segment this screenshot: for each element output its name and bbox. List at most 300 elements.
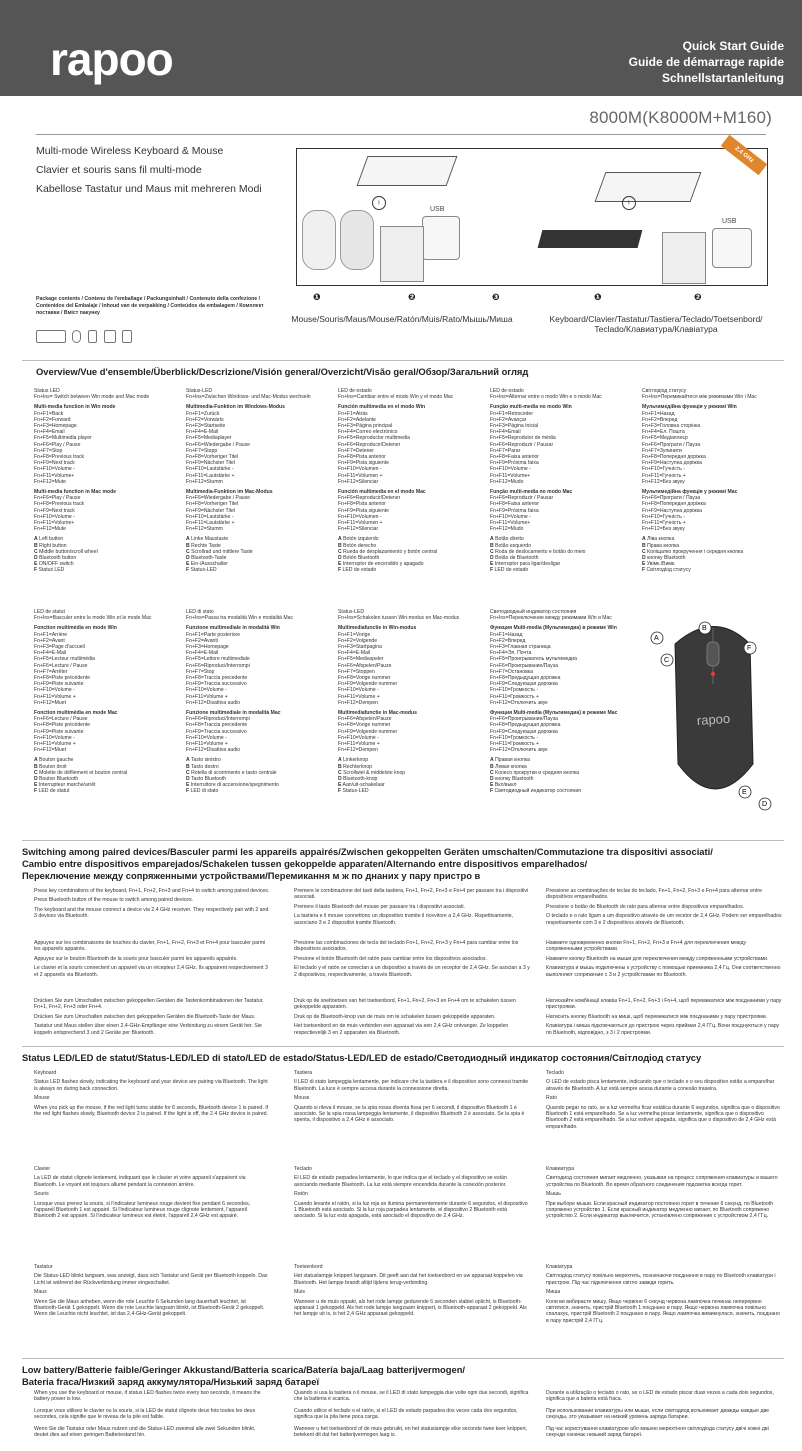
guide-title-fr: Guide de démarrage rapide [628, 55, 784, 69]
paragraph: El LED de estado parpadea lentamente, lo que indica que el teclado y el dispositivo se están asociando mediante Bluetooth. La luz está siempre encendida durante la conexión posterior. [294, 1175, 507, 1188]
overview-title: Overview/Vue d'ensemble/Überblick/Descrizione/Visión general/Overzicht/Visão geral/Обзор/Загальний огляд [36, 366, 529, 377]
paragraph: Het toetsenbord en de muis verbinden een apparaat via een 2,4 GHz ontvanger. Ze koppelen respectievelijk 3 en 2 apparaten via Bluetooth. [294, 1023, 509, 1036]
mac-mode-title: Fonction multimédia en mode Mac [34, 710, 118, 717]
win-function-line: Fn+F6=Riproduci/Interrompi [186, 662, 250, 669]
paragraph: When you use the keyboard or mouse, if status LED flashes twice every two seconds, it means the battery power is low. [34, 1390, 261, 1403]
paragraph: Souris [34, 1191, 49, 1198]
overview-column [490, 388, 636, 574]
legend-letter: A [186, 536, 190, 543]
manual-icon [122, 330, 132, 343]
paragraph: Drücken Sie zum Umschalten zwischen den gekoppelten Geräten die Bluetooth-Taste der Maus. [34, 1013, 256, 1020]
legend-text: Interruptor para ligar/desligar [494, 561, 561, 568]
legend-letter: A [338, 757, 342, 764]
win-function-line: Fn+F8=Faixa anterior [490, 454, 539, 461]
paragraph: Le clavier et la souris connectent un appareil via un récepteur 2,4 GHz. Ils appairent respectivement 3 et 2 appareils via Bluetooth. [34, 965, 268, 978]
column-heading: LED di stato [186, 609, 214, 615]
paragraph: Presione el botón Bluetooth del ratón para cambiar entre los dispositivos asociados. [294, 955, 487, 962]
paragraph: Het statuslampje knippert langzaam. Dit geeft aan dat het toetsenbord en uw apparaat koppelen via Bluetooth. Het lampje brandt altijd tijdens terug-verbinding. [294, 1273, 523, 1286]
mac-function-line: Fn+F6=Wiedergabe / Pause [186, 495, 250, 502]
mac-function-line: Fn+F9=Наступна доріжка [642, 507, 703, 514]
win-function-line: Fn+F1=Retroceder [490, 410, 534, 417]
mac-mode-title: Функция Multi-media (Мультимедиа) в режиме Mac [490, 710, 618, 717]
win-mode-title: Функция Multi-media (Мультимедиа) в режиме Win [490, 625, 617, 632]
mac-mode-title: Funzione multimediale in modalità Mac [186, 710, 281, 717]
mode-switch-line: Fn+Ins=Перемикайтеся між режимами Win і Mac [642, 394, 757, 401]
guide-titles [629, 38, 784, 86]
win-function-line: Fn+F7=Stopp [186, 447, 218, 454]
mac-function-line: Fn+F10=Volumen - [338, 513, 382, 520]
legend-text: Botão esquerdo [495, 542, 532, 549]
win-function-line: Fn+F11=Громкость + [490, 693, 539, 700]
status-led-title: Status LED/LED de statut/Status-LED/LED di stato/LED de estado/Status-LED/LED de estado/Светодиодный индикатор состояния/Світлодіод статусу [22, 1052, 702, 1063]
win-function-line: Fn+F4=E-Mail [34, 650, 67, 657]
win-function-line: Fn+F5=Lecteur multimédia [34, 656, 95, 663]
paragraph: Druk op de Bluetooth-knop van de muis om te schakelen tussen gekoppelde apparaten. [294, 1013, 496, 1020]
win-function-line: Fn+F11=Volume + [186, 693, 228, 700]
win-function-line: Fn+F7=Stoppen [338, 668, 375, 675]
mac-function-line: Fn+F9=Next track [34, 507, 75, 514]
legend-letter: D [186, 776, 190, 783]
win-function-line: Fn+F5=Mediaplayer [186, 435, 232, 442]
legend-letter: E [186, 782, 190, 789]
win-function-line: Fn+F6=Play / Pause [34, 441, 81, 448]
legend-text: Botón Bluetooth [343, 555, 380, 562]
paragraph: Press Bluetooth button of the mouse to switch among paired devices. [34, 897, 194, 904]
win-function-line: Fn+F8=Попередня доріжка [642, 454, 706, 461]
legend-text: LED de estado [494, 567, 529, 574]
legend-letter: B [490, 542, 494, 549]
win-function-line: Fn+F9=Next track [34, 460, 75, 467]
win-function-line: Fn+F7=Arrêter [34, 668, 68, 675]
paragraph: Il LED di stato lampeggia lentamente, per indicare che la tastiera e il dispositivo sono connessi tramite Bluetooth. La luce è sempre accesa durante la connessione diretta. [294, 1079, 529, 1092]
win-function-line: Fn+F4=Email [34, 429, 65, 436]
legend-letter: F [490, 567, 494, 574]
text-block [546, 1264, 782, 1327]
win-function-line: Fn+F6=Lecture / Pause [34, 662, 88, 669]
paragraph: Коли ви вибираєте мишу, Якщо червоне 6 секунд червона лампочка починає неперервно світитися, значить, пристрій Bluetooth 1 поєднано в пару. Якщо червона лампочка повільно спалахує, пристрій Bluetooth 2 поєднано в пару. Якщо лампочка вимикнулася, значить, поєднано в пару пристрій 2,4 ГГц. [546, 1298, 780, 1324]
paragraph: Pressione o botão de Bluetooth do rato para alternar entre dispositivos emparelhados. [546, 903, 745, 910]
mac-function-line: Fn+F8=Previous track [34, 501, 85, 508]
text-block [546, 940, 782, 981]
paragraph: Durante a utilização o teclado o rato, se o LED de estado piscar duas vezes a cada dois segundos, significa que a bateria está fraca. [546, 1390, 774, 1403]
usb-label: USB [430, 206, 445, 213]
paragraph: Drücken Sie zum Umschalten zwischen gekoppelten Geräten die Tastenkombinationen der Tastatur, Fn+1, Fn+2, Fn+3 oder Fn+4. [34, 998, 264, 1011]
win-function-line: Fn+F12=Mute [34, 478, 66, 485]
legend-letter: D [186, 555, 190, 562]
paragraph: La tastiera e il mouse connettono un dispositivo tramite il ricevitore a 2,4 GHz. Rispettivamente, associano 3 e 2 dispositivi tramite Bluetooth. [294, 913, 514, 926]
win-function-line: Fn+F4=Ел. Пошта [642, 429, 685, 436]
paragraph: Quando pegar no rato, se a luz vermelha ficar estática durante 6 segundos, significa que o dispositivo Bluetooth 1 está emparelhado. Se a luz vermelha piscar lentamente, significa que o dispositivo Bluetooth 2 está emparelhado. Se a luz estiver apagada, significa que o dispositivo de 2,4 GHz está emparelhado. [546, 1104, 780, 1130]
legend-letter: C [34, 769, 38, 776]
win-function-line: Fn+F5=Multimedia player [34, 435, 92, 442]
mac-function-line: Fn+F6=Reproducir/Detener [338, 495, 401, 502]
mac-function-line: Fn+F8=Vorige nummer [338, 722, 391, 729]
win-mode-title: Мультимедійна функція у режимі Win [642, 404, 737, 411]
mac-function-line: Fn+F6=Riproduci/Interrompi [186, 716, 250, 723]
text-block [546, 1070, 782, 1133]
paragraph: При выборе мыши. Если красный индикатор постоянно горит в течение 6 секунд, по Bluetooth сопряжено устройство 1. Если красный индикатор медленно мигает, по Bluetooth сопряжено устройство 2. Если индикатор выключится, установлено сопряжение с устройством 2,4 ГГц. [546, 1200, 774, 1220]
legend-text: Светодиодный индикатор состояния [494, 788, 581, 795]
paragraph: When you pick up the mouse, if the red light turns stable for 6 seconds, Bluetooth device 1 is paired. If the red light flashes slowly, Bluetooth device 2 is paired. If the light is off, the 2.4 GHz device is paired. [34, 1104, 269, 1118]
paragraph: Muis [294, 1289, 305, 1296]
text-block [546, 1408, 782, 1424]
text-block [546, 1166, 782, 1223]
overview-column [186, 388, 332, 574]
legend-letter: A [490, 536, 494, 543]
legend-letter: D [642, 555, 646, 562]
legend-text: Status LED [38, 567, 65, 574]
pc-tower-illustration [380, 226, 424, 282]
column-heading: Светодиодный индикатор состояния [490, 609, 577, 615]
mode-switch-line: Fn+Ins=Zwischen Windows- und Mac-Modus wechseln [186, 394, 311, 401]
keyboard-illustration [538, 230, 643, 248]
mac-function-line: Fn+F9=Volgende nummer [338, 728, 398, 735]
win-mode-title: Fonction multimédia en mode Win [34, 625, 117, 632]
legend-text: Bluetooth-Taste [191, 555, 227, 562]
package-icons [36, 330, 148, 344]
keyboard-step-1: ❶ [594, 292, 602, 302]
mouse-step-2: ❷ [408, 292, 416, 302]
legend-text: LED de estado [342, 567, 377, 574]
mac-function-line: Fn+F8=Vorheriger Titel [186, 501, 239, 508]
overview-column [34, 388, 180, 574]
mac-function-line: Fn+F8=Traccia precedente [186, 722, 248, 729]
paragraph: Lorsque vous prenez la souris, si l'indicateur lumineux rouge devient fixe pendant 6 secondes, l'appareil Bluetooth 1 est appairé. Si l'indicateur lumineux rouge clignote lentement, l'appareil Bluetooth 2 est appairé. Si l'indicateur lumineux est éteint, l'appareil 2,4 GHz est appairé. [34, 1200, 251, 1220]
keyboard-icon [36, 330, 66, 343]
legend-text: Tasto sinistro [191, 757, 221, 764]
paragraph: Мышь [546, 1191, 561, 1198]
text-block [34, 1070, 270, 1120]
legend-letter: C [186, 769, 190, 776]
win-function-line: Fn+F1=Back [34, 410, 64, 417]
paragraph: Натискайте комбінації клавіш Fn+1, Fn+2, Fn+3 і Fn+4, щоб перемикатися між поєднаними у пару пристроями. [546, 998, 782, 1011]
paragraph: O LED de estado pisca lentamente, indicando que o teclado e o seu dispositivo estão a emparelhar através de Bluetooth. A luz está sempre acesa durante a conexão traseira. [546, 1079, 775, 1092]
mouse-open-illustration [340, 210, 374, 270]
win-function-line: Fn+F6=Проигрывание/Пауза [490, 662, 558, 669]
model-number: 8000M(K8000M+M160) [589, 108, 772, 127]
legend-letter: E [186, 561, 190, 568]
win-function-line: Fn+F3=Главная страница [490, 644, 551, 651]
legend-letter: C [490, 769, 494, 776]
paragraph: Нажмите кнопку Bluetooth на мыши для переключения между сопряженными устройствами. [546, 955, 769, 962]
mac-mode-title: Multimediafunctie in Mac-modus [338, 710, 417, 717]
column-heading: Status-LED [338, 609, 365, 615]
text-block [34, 940, 270, 981]
win-function-line: Fn+F1=Atrás [338, 410, 368, 417]
win-function-line: Fn+F2=Forward [34, 416, 71, 423]
legend-text: кнопку Bluetooth [495, 776, 534, 783]
laptop-illustration [357, 156, 458, 186]
mac-function-line: Fn+F12=Muet [34, 747, 66, 754]
legend-letter: A [34, 536, 38, 543]
mac-function-line: Fn+F11=Гучність + [642, 520, 686, 527]
mac-function-line: Fn+F8=Piste précédente [34, 722, 91, 729]
win-function-line: Fn+F4=Correo electrónico [338, 429, 398, 436]
paragraph: Die Status-LED blinkt langsam, was anzeigt, dass sich Tastatur und Gerät per Bluetooth koppeln. Das Licht ist während der Rückverbindung immer eingeschaltet. [34, 1273, 268, 1286]
mac-function-line: Fn+F6=Проигрывание/Пауза [490, 716, 558, 723]
legend-text: Left button [39, 536, 64, 543]
legend-letter: E [338, 561, 342, 568]
mac-function-line: Fn+F10=Громкость - [490, 734, 539, 741]
legend-item [34, 788, 180, 794]
win-function-line: Fn+F9=Следующая дорожка [490, 681, 558, 688]
text-block [294, 1070, 530, 1127]
legend-item [338, 788, 484, 794]
win-function-line: Fn+F11=Volume+ [34, 472, 75, 479]
win-function-line: Fn+F3=Startpagina [338, 644, 382, 651]
guide-title-de: Schnellstartanleitung [661, 71, 784, 85]
paragraph: Premere le combinazione del tasti della tastiera, Fn+1, Fn+2, Fn+3 e Fn+4 per passare tra i dispositivi associati. [294, 888, 529, 901]
mouse-battery-illustration [302, 210, 336, 270]
column-heading: LED de statut [34, 609, 65, 615]
legend-letter: E [490, 782, 494, 789]
mac-function-line: Fn+F9=Pista siguiente [338, 507, 389, 514]
guide-title-en: Quick Start Guide [682, 39, 784, 53]
low-battery-top-rule [22, 1358, 784, 1359]
win-function-line: Fn+F12=Mudo [490, 478, 524, 485]
win-function-line: Fn+F11=Volume + [34, 693, 76, 700]
legend-text: Вкл/выкл [494, 782, 517, 789]
legend-letter: B [490, 763, 494, 770]
win-function-line: Fn+F9=Piste suivante [34, 681, 84, 688]
legend-letter: C [186, 548, 190, 555]
text-block [546, 1426, 782, 1442]
laptop-illustration-keyboard [595, 172, 702, 202]
mac-function-line: Fn+F8=Попередня доріжка [642, 501, 706, 508]
mac-function-line: Fn+F6=Play / Pause [34, 495, 81, 502]
legend-item [642, 567, 788, 573]
win-function-line: Fn+F6=Wiedergabe / Pause [186, 441, 250, 448]
legend-text: Rechterknop [343, 763, 372, 770]
paragraph: Ratón [294, 1191, 308, 1198]
win-function-line: Fn+F8=Piste précédente [34, 675, 91, 682]
mac-mode-title: Multi-media function in Mac mode [34, 489, 117, 496]
win-function-line: Fn+F6=Afspelen/Pauze [338, 662, 392, 669]
column-heading: LED de estado [338, 388, 372, 394]
win-function-line: Fn+F5=Медіаплеєр [642, 435, 688, 442]
legend-text: Ліва кнопка [647, 536, 675, 543]
legend-letter: C [642, 548, 646, 555]
paragraph: Appuyez sur le bouton Bluetooth de la souris pour basculer parmi les appareils appairés. [34, 955, 238, 962]
paragraph: Светодиод состояния мигает медленно, указывая на процесс сопряжения клавиатуры и вашего устройства по Bluetooth. Во время обратного соединения подсветка всегда горит. [546, 1175, 778, 1188]
win-function-line: Fn+F8=Vorheriger Titel [186, 454, 239, 461]
legend-text: Botão direito [495, 536, 524, 543]
product-line-en: Multi-mode Wireless Keyboard & Mouse [36, 145, 224, 157]
paragraph: Миша [546, 1289, 561, 1296]
mac-function-line: Fn+F11=Volumen + [338, 520, 383, 527]
paragraph: Status LED flashes slowly, indicating the keyboard and your device are pairing via Bluetooth. The light is always on during back connection. [34, 1079, 268, 1092]
legend-letter: B [338, 763, 342, 770]
bluetooth-icon-keyboard: ᛒ [622, 196, 636, 210]
win-function-line: Fn+F7=Stop [34, 447, 63, 454]
diagram-label-b: B [702, 625, 707, 632]
mac-function-line: Fn+F10=Lautstärke - [186, 513, 234, 520]
text-block [34, 998, 270, 1039]
win-function-line: Fn+F9=Traccia successivo [186, 681, 247, 688]
legend-text: Roda de deslocamento e botão do meio [495, 548, 586, 555]
mac-function-line: Fn+F11=Volume + [186, 741, 228, 748]
paragraph: Teclado [546, 1070, 564, 1076]
mac-function-line: Fn+F10=Volume - [490, 513, 531, 520]
win-function-line: Fn+F5=Reproductor multimedia [338, 435, 410, 442]
mac-function-line: Fn+F12=Disattiva audio [186, 747, 241, 754]
legend-text: Aan/uit-schakelaar [342, 782, 385, 789]
win-function-line: Fn+F12=Silenciar [338, 478, 379, 485]
legend-text: Колесо прокрутки и средняя кнопка [495, 769, 580, 776]
legend-letter: B [186, 763, 190, 770]
legend-letter: D [338, 555, 342, 562]
legend-text: Status-LED [190, 567, 217, 574]
win-function-line: Fn+F7=Зупинити [642, 447, 682, 454]
legend-letter: A [34, 757, 38, 764]
mouse-caption: Mouse/Souris/Maus/Mouse/Ratón/Muis/Rato/Мышь/Миша [291, 314, 513, 324]
paragraph: Druk op de sneltoetsen van het toetsenbord, Fn+1, Fn+2, Fn+3 en Fn+4 om te schakelen tussen gekoppelde apparaten. [294, 998, 516, 1011]
legend-text: Molette de défilement et bouton central [39, 769, 128, 776]
legend-letter: A [338, 536, 342, 543]
product-lines [36, 142, 262, 199]
switching-title-1: Switching among paired devices/Basculer parmi les appareils appairés/Zwischen gekoppelten Geräten umschalten/Commutazione tra dispositivi associati/ [22, 846, 713, 857]
win-function-line: Fn+F6=Програти / Пауза [642, 441, 701, 448]
legend-letter: B [186, 542, 190, 549]
text-block [294, 998, 530, 1039]
win-function-line: Fn+F12=Disattiva audio [186, 699, 241, 706]
text-block [34, 1166, 270, 1223]
legend-letter: F [338, 788, 342, 795]
legend-text: Увімк./Вимк. [646, 561, 676, 568]
paragraph: Quando si rileva il mouse, se la spia rossa diventa fissa per 6 secondi, il dispositivo Bluetooth 1 è associato. Se la spia rossa lampeggia lentamente, il dispositivo Bluetooth 2 è associato. Se la spia è spenta, il dispositivo a 2,4 GHz è associato. [294, 1104, 525, 1124]
paragraph: O teclado e o rato ligam a um dispositivo através de um recetor de 2,4 GHz. Podem ser emparelhados respetivamente com 3 e 2 dispositivos através de Bluetooth. [546, 913, 782, 926]
legend-text: Права кнопка [647, 542, 680, 549]
legend-text: LED de statut [38, 788, 70, 795]
legend-letter: D [490, 776, 494, 783]
win-function-line: Fn+F5=Reprodutor de média [490, 435, 556, 442]
mac-function-line: Fn+F8=Faixa anterior [490, 501, 539, 508]
text-block [34, 1390, 270, 1406]
legend-text: Middle button/scroll wheel [39, 548, 98, 555]
mac-function-line: Fn+F12=Stumm [186, 526, 223, 533]
paragraph: La LED de statut clignote lentement, indiquant que le clavier et votre appareil s'appairent via Bluetooth. Le voyant est toujours allumé pendant la connexion arrière. [34, 1175, 246, 1188]
legend-letter: E [642, 561, 646, 568]
mac-mode-title: Мультимедійна функція у режимі Mac [642, 489, 738, 496]
legend-letter: D [34, 776, 38, 783]
win-function-line: Fn+F8=Previous track [34, 454, 85, 461]
paragraph: Clavier [34, 1166, 51, 1172]
win-function-line: Fn+F2=Вперед [642, 416, 678, 423]
rapoo-logo: rapoo [50, 33, 173, 85]
win-function-line: Fn+F6=Reproduzir / Pausar [490, 441, 554, 448]
legend-letter: D [34, 555, 38, 562]
keyboard-caption-1: Keyboard/Clavier/Tastatur/Tastiera/Teclado/Toetsenbord/ [549, 314, 763, 324]
usb-receiver-callout-keyboard [712, 228, 752, 268]
paragraph: Keyboard [34, 1070, 57, 1076]
legend-text: Правая кнопка [495, 757, 530, 764]
text-block [34, 1408, 270, 1424]
paragraph: Cuando levante el ratón, si la luz roja se ilumina permanentemente durante 6 segundos, el dispositivo 1 Bluetooth está asociado. Si la luz roja parpadea lentamente, el dispositivo 2 Bluetooth está asociado. Si la luz está apagada, está asociado el dispositivo de 2,4 GHz. [294, 1200, 528, 1220]
mouse-diagram-svg [645, 614, 785, 814]
win-function-line: Fn+F2=Avançar [490, 416, 527, 423]
legend-text: Bouton gauche [39, 757, 74, 764]
win-function-line: Fn+F7=Остановка [490, 668, 533, 675]
paragraph: Натисніть кнопку Bluetooth на миші, щоб перемикатися між поєднаними у пару пристроями. [546, 1013, 768, 1020]
win-function-line: Fn+F1=Vorige [338, 631, 371, 638]
win-function-line: Fn+F2=Вперед [490, 637, 526, 644]
column-heading: LED de estado [490, 388, 524, 394]
win-function-line: Fn+F11=Lautstärke + [186, 472, 235, 479]
legend-letter: F [338, 567, 342, 574]
mac-function-line: Fn+F9=Traccia successivo [186, 728, 247, 735]
legend-item [34, 567, 180, 573]
win-function-line: Fn+F2=Adelante [338, 416, 376, 423]
win-function-line: Fn+F5=Lettore multimediale [186, 656, 250, 663]
legend-text: Ein-/Ausschalter [190, 561, 228, 568]
win-function-line: Fn+F8=Vorige nummer [338, 675, 391, 682]
mode-switch-line: Fn+Ins=Cambiar entre el modo Win y el modo Mac [338, 394, 454, 401]
mac-function-line: Fn+F11=Lautstärke + [186, 520, 235, 527]
product-line-de: Kabellose Tastatur und Maus mit mehreren Modi [36, 183, 262, 195]
legend-letter: F [186, 788, 190, 795]
win-function-line: Fn+F2=Avant [34, 637, 65, 644]
win-mode-title: Multimediafunctie in Win-modus [338, 625, 417, 632]
mode-switch-line: Fn+Ins=Schakelen tussen Win-modus en Mac-modus [338, 615, 460, 622]
pc-tower-illustration-keyboard [662, 232, 706, 284]
overview-column [642, 388, 788, 574]
package-contents-text: Package contents / Contenu de l'emballage / Packungsinhalt / Contenuto della confezione / Contenidos del Embalaje / Inhoud van de verpakking / Conteúdos da embalagem / Комплект поставки / Вміст пакунку [36, 296, 264, 316]
win-function-line: Fn+F4=E-Mail [186, 429, 219, 436]
overview-top-rule [22, 360, 784, 361]
win-function-line: Fn+F12=Без звуку [642, 478, 685, 485]
mac-function-line: Fn+F10=Volume - [338, 734, 379, 741]
mac-function-line: Fn+F12=Mute [34, 526, 66, 533]
legend-text: LED di stato [190, 788, 219, 795]
win-function-line: Fn+F9=Pista siguiente [338, 460, 389, 467]
2-4ghz-badge: 2.4 GHz [721, 135, 767, 176]
legend-text: Коліщатко прокручення і середня кнопка [647, 548, 744, 555]
paragraph: Світлодіод статусу повільно мерехтить, позначаючи поєднання в пару по Bluetooth клавіатури і пристрою. Під час підключення світло завжди горить. [546, 1273, 776, 1286]
legend-text: Bouton Bluetooth [39, 776, 79, 783]
win-function-line: Fn+F3=Startseite [186, 423, 226, 430]
legend-letter: F [186, 567, 190, 574]
win-function-line: Fn+F4=Email [490, 429, 521, 436]
paragraph: Wanneer u de muis oppakt, als het rode lampje gedurende 6 seconden stabiel oplicht, is Bluetooth-apparaat 1 gekoppeld. Als het rode lampje langzaam knippert, is Bluetooth-apparaat 2 gekoppeld. Als het lampje uit is, is het 2,4 GHz apparaat gekoppeld. [294, 1298, 527, 1318]
legend-text: Linkerknop [343, 757, 369, 764]
win-function-line: Fn+F3=Homepage [34, 423, 77, 430]
mode-switch-line: Fn+Ins=Переключение между режимами Win и Mac [490, 615, 612, 622]
low-battery-title-2: Bateria fraca/Низкий заряд аккумулятора/Низький заряд батареї [22, 1376, 320, 1387]
legend-text: Interrupteur marche/arrêt [38, 782, 96, 789]
legend-item [186, 567, 332, 573]
win-function-line: Fn+F11=Volume + [338, 693, 380, 700]
win-function-line: Fn+F10=Volume - [186, 687, 227, 694]
usb-receiver-callout [422, 216, 460, 260]
win-function-line: Fn+F10=Volume - [338, 687, 379, 694]
paragraph: Toetsenbord [294, 1264, 323, 1270]
paragraph: Клавіатура і миша підключаються до пристрою через приймач 2,4 ГГц. Вони поєднуються у пару по Bluetooth, відповідно, з 3 і 2 пристроями. [546, 1023, 780, 1036]
legend-text: Bouton droit [39, 763, 67, 770]
win-function-line: Fn+F2=Vorwärts [186, 416, 224, 423]
paragraph: Rato [546, 1095, 557, 1102]
win-function-line: Fn+F10=Lautstärke - [186, 466, 234, 473]
win-function-line: Fn+F9=Próxima faixa [490, 460, 539, 467]
legend-item [490, 788, 636, 794]
diagram-label-e: E [742, 789, 747, 796]
legend-letter: C [338, 769, 342, 776]
win-function-line: Fn+F4=Эл. Почта [490, 650, 532, 657]
mac-function-line: Fn+F8=Pista anterior [338, 501, 386, 508]
mac-function-line: Fn+F12=Silenciar [338, 526, 379, 533]
mouse-step-1: ❶ [313, 292, 321, 302]
mac-function-line: Fn+F6=Lecture / Pause [34, 716, 88, 723]
paragraph: Tastiera [294, 1070, 313, 1076]
